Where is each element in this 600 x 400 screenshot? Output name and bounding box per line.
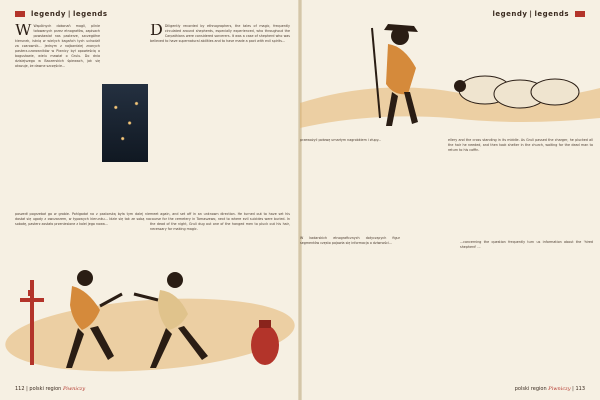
cross-figure bbox=[20, 280, 44, 365]
header-section-alt: legends bbox=[72, 10, 108, 18]
page-number: 113 bbox=[575, 386, 585, 392]
dancer-left bbox=[66, 270, 122, 368]
magazine-brand: Piwniczy bbox=[62, 386, 86, 392]
dancer-right bbox=[134, 272, 208, 368]
dancing-figures-illustration bbox=[10, 250, 290, 385]
text-column-pl: W Wspólnych dokonań mogli, pilnie tołowanych przez etnografów, zapisach powstawiał nas pasterze, szczegółne kierunek, istnią w wielych kagańch tych uchodził za czarownik... Jednym z najbardziej znanych pasterz-czarowników w Piwnicy był opowieścią o bogusławie, wielu mawiał o Grulu. Do dnia dzisiejszego w Baczerskich śpiewach, jak się okazuje, że dawne szczęście... bbox=[15, 24, 100, 68]
text-column-en-bottom: ...concerning the question frequently turn us information about the 'hired shepherd' ... bbox=[460, 240, 593, 249]
footer-left: 112 | polski region Piwniczy bbox=[15, 386, 86, 392]
jug-figure bbox=[251, 320, 279, 365]
header-right: legendy | legends bbox=[492, 10, 585, 18]
header-section: legendy bbox=[492, 10, 528, 18]
footer-right: polski region Piwniczy | 113 bbox=[514, 386, 585, 392]
shepherd-figure bbox=[372, 24, 418, 126]
header-section: legendy bbox=[30, 10, 66, 18]
photo-night-trees bbox=[102, 84, 148, 162]
header-left: legendy | legends bbox=[15, 10, 108, 18]
header-section-alt: legends bbox=[534, 10, 570, 18]
text-column-en-bottom: meet again, and set off in an unknown direction. He turned out to have set his course for the cemetery in Tomaszewo, next to where evil suicides were buried. In the dead of the night, Gruli dug out one of the hanged men to pluck out his hair, necessary for making magic. bbox=[150, 212, 290, 231]
text-column-pl: przewożyć połowę umarłym nagrobkiem i złupy... bbox=[300, 138, 382, 142]
text-column-en: ellery and the cross standing in its middle. As Gruli passed the charger, he plucked all the hair he needed, and then took shelter in the church, waiting for the dead man to return to his coffin. bbox=[448, 138, 593, 152]
text-column-pl-bottom: W kadarskich etnograficznych dotyczących figur segmentów często pojawia się informacja o dziwności... bbox=[300, 236, 400, 245]
shepherd-with-sheep-illustration bbox=[300, 8, 600, 138]
text-column-pl-bottom: poszedł pogrzebał go w grobie. Pohlgadał na z pastorską była tym dalej nie dostał się ugody z owczarzem, w typowych kierunku... Idzie się tak ze sobą na sobotę, pasterz zostało przeniesione z kolei jego nowa... bbox=[15, 212, 150, 226]
magazine-brand: Piwniczy bbox=[548, 386, 571, 392]
page-right bbox=[300, 0, 600, 400]
magazine-name: polski region bbox=[514, 386, 547, 392]
text-column-en: D Diligently recorded by ethnographers, the tales of magic, frequently circulated around shepherds, especially experienced, who throughout the Carpathians were considered sorcerers. It was a case of shepherd who was believed to have supernatural abilities and to have made a pact with evil spirits... bbox=[150, 24, 290, 43]
page-number: 112 bbox=[15, 386, 25, 392]
header-bar bbox=[15, 11, 25, 17]
magazine-name: polski region bbox=[29, 386, 62, 392]
